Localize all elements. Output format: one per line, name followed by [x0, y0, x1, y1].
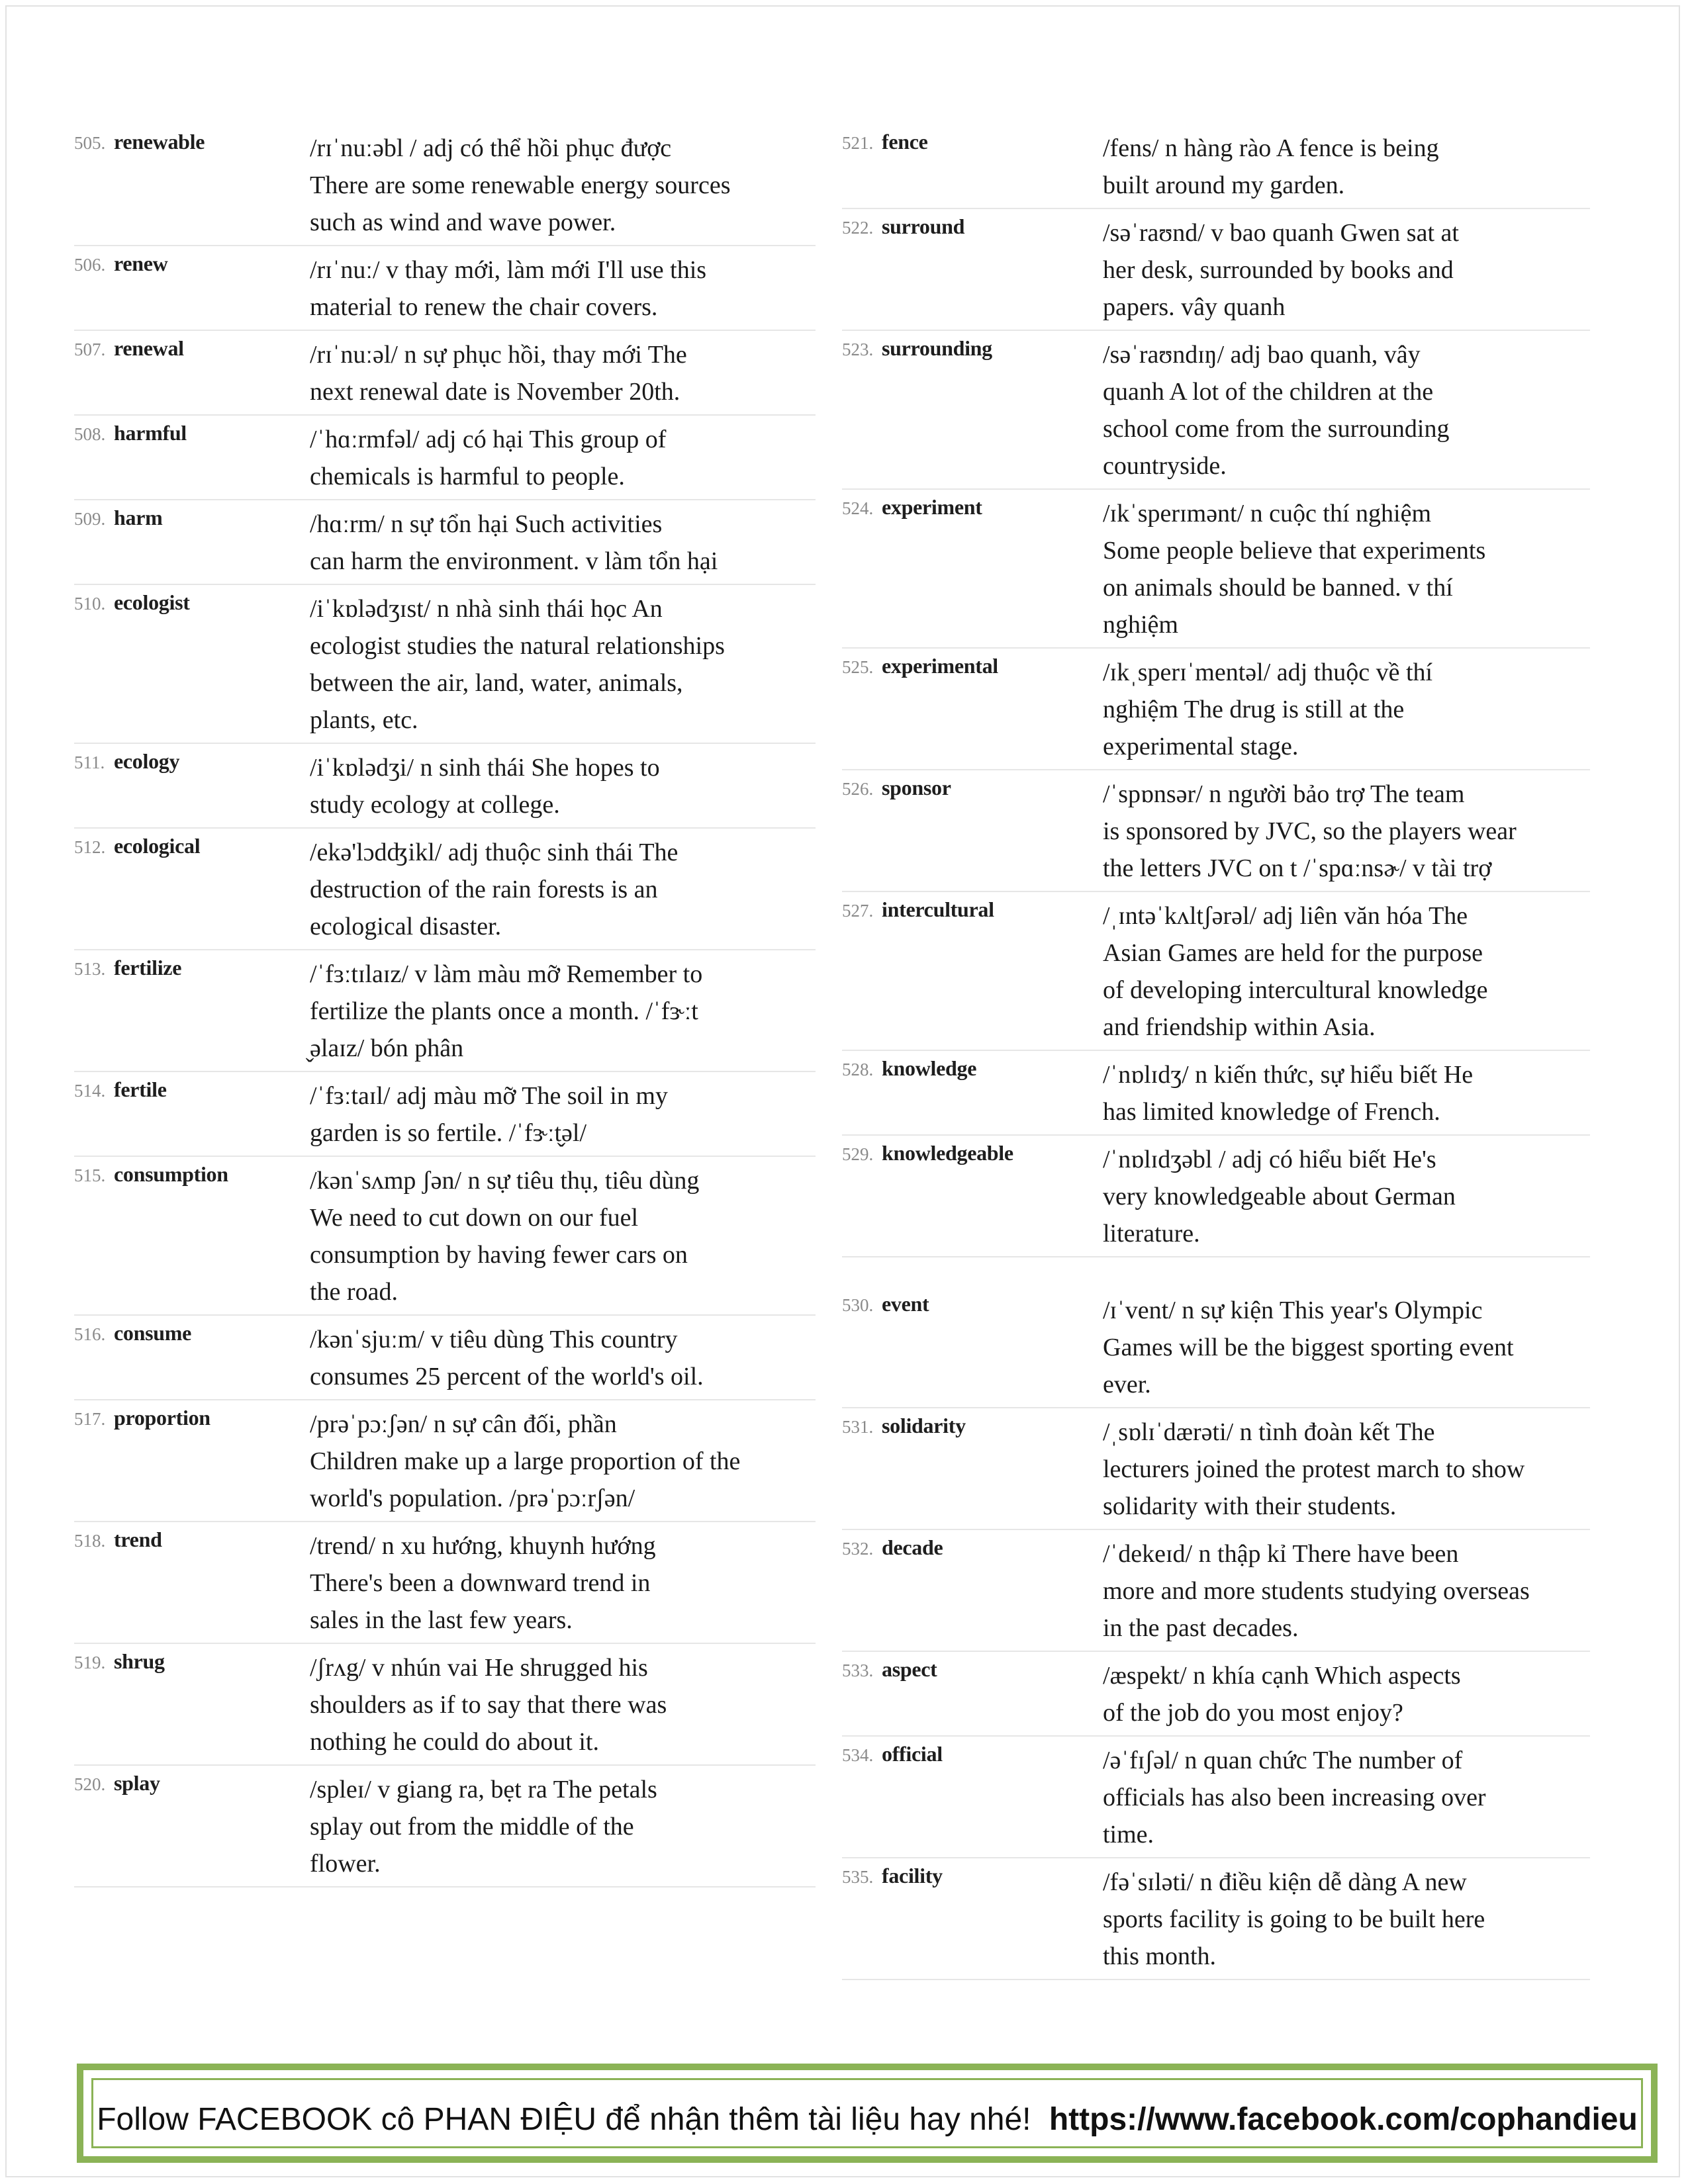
definition-line: the letters JVC on t /ˈspɑːnsɚ/ v tài trợ: [1103, 854, 1492, 882]
definition-line: /kənˈsʌmp ʃən/ n sự tiêu thụ, tiêu dùng: [310, 1167, 700, 1195]
definition-line: nghiệm The drug is still at the: [1103, 696, 1405, 723]
vocab-entry: [842, 209, 1590, 331]
entry-definition: [1103, 1292, 1590, 1403]
vocab-entry: [74, 500, 816, 585]
entry-head: [842, 776, 1103, 800]
entry-word: ecology: [114, 749, 180, 773]
definition-line: her desk, surrounded by books and: [1103, 256, 1454, 284]
vocab-entry: [842, 1858, 1590, 1980]
definition-line: plants, etc.: [310, 706, 418, 734]
entry-number: 522.: [842, 218, 874, 238]
definition-line: /ˈspɒnsər/ n người bảo trợ The team: [1103, 780, 1465, 808]
definition-line: /rɪˈnuːəl/ n sự phục hồi, thay mới The: [310, 341, 687, 369]
definition-line: splay out from the middle of the: [310, 1813, 634, 1841]
entry-definition: [310, 1406, 816, 1517]
entry-word: sponsor: [882, 776, 951, 799]
entry-head: [74, 130, 310, 154]
entry-definition: [310, 336, 816, 410]
definition-line: /spleɪ/ v giang ra, bẹt ra The petals: [310, 1776, 657, 1803]
definition-line: /ˈdekeɪd/ n thập kỉ There have been: [1103, 1540, 1459, 1568]
definition-line: has limited knowledge of French.: [1103, 1098, 1440, 1126]
entry-number: 506.: [74, 255, 106, 275]
definition-line: Children make up a large proportion of the: [310, 1447, 741, 1475]
definition-line: /ˈfɜːtaɪl/ adj màu mỡ The soil in my: [310, 1082, 668, 1110]
vocab-entry: [842, 1530, 1590, 1652]
entry-definition: [310, 1649, 816, 1760]
vocab-entry: [74, 124, 816, 246]
definition-line: garden is so fertile. /ˈfɝːt̬əl/: [310, 1119, 587, 1147]
vocab-entry: [74, 1072, 816, 1157]
footer-banner: [77, 2064, 1658, 2163]
definition-line: this month.: [1103, 1942, 1217, 1970]
definition-line: ̬əlaɪz/ bón phân: [310, 1034, 464, 1062]
entry-number: 517.: [74, 1409, 106, 1429]
definition-line: material to renew the chair covers.: [310, 293, 658, 321]
entry-head: [842, 897, 1103, 922]
definition-line: between the air, land, water, animals,: [310, 669, 683, 697]
entry-number: 520.: [74, 1774, 106, 1794]
entry-definition: [1103, 654, 1590, 765]
definition-line: nothing he could do about it.: [310, 1728, 599, 1756]
entry-number: 529.: [842, 1144, 874, 1164]
definition-line: /ɪkˌsperɪˈmentəl/ adj thuộc về thí: [1103, 659, 1433, 686]
entry-head: [74, 1527, 310, 1552]
entry-definition: [310, 590, 816, 739]
entry-head: [74, 1771, 310, 1796]
entry-definition: [310, 1527, 816, 1639]
definition-line: /səˈraʊndɪŋ/ adj bao quanh, vây: [1103, 341, 1421, 369]
vocab-entry: [74, 416, 816, 500]
definition-line: /ɪˈvent/ n sự kiện This year's Olympic: [1103, 1297, 1483, 1324]
entry-word: consumption: [114, 1162, 228, 1186]
definition-line: /rɪˈnuː/ v thay mới, làm mới I'll use this: [310, 256, 707, 284]
definition-line: ecological disaster.: [310, 913, 502, 940]
definition-line: shoulders as if to say that there was: [310, 1691, 667, 1719]
definition-line: countryside.: [1103, 452, 1227, 480]
entry-definition: [310, 1321, 816, 1395]
entry-number: 525.: [842, 657, 874, 677]
entry-word: splay: [114, 1771, 160, 1795]
entry-word: official: [882, 1742, 943, 1766]
definition-line: /prəˈpɔːʃən/ n sự cân đối, phần: [310, 1410, 617, 1438]
definition-line: of developing intercultural knowledge: [1103, 976, 1488, 1004]
definition-line: sales in the last few years.: [310, 1606, 573, 1634]
vocab-entry: [74, 331, 816, 416]
entry-head: [74, 590, 310, 615]
entry-number: 524.: [842, 498, 874, 518]
definition-line: study ecology at college.: [310, 791, 560, 819]
definition-line: quanh A lot of the children at the: [1103, 378, 1434, 406]
entry-definition: [310, 956, 816, 1067]
entry-definition: [310, 1077, 816, 1152]
entry-number: 535.: [842, 1867, 874, 1887]
definition-line: There are some renewable energy sources: [310, 171, 731, 199]
definition-line: more and more students studying overseas: [1103, 1577, 1530, 1605]
vocab-entry: [74, 1766, 816, 1888]
definition-line: ever.: [1103, 1371, 1151, 1398]
definition-line: /trend/ n xu hướng, khuynh hướng: [310, 1532, 656, 1560]
entry-definition: [310, 1162, 816, 1310]
entry-head: [842, 1414, 1103, 1438]
definition-line: the road.: [310, 1278, 398, 1306]
definition-line: in the past decades.: [1103, 1614, 1299, 1642]
entry-definition: [1103, 130, 1590, 204]
entry-word: fertilize: [114, 956, 182, 979]
entry-head: [842, 1657, 1103, 1682]
definition-line: consumes 25 percent of the world's oil.: [310, 1363, 704, 1390]
entry-word: shrug: [114, 1649, 165, 1673]
vocab-entry: [842, 1051, 1590, 1136]
entry-head: [74, 336, 310, 361]
definition-line: time.: [1103, 1821, 1154, 1848]
vocab-entry: [74, 1644, 816, 1766]
vocab-entry: [74, 585, 816, 744]
definition-line: very knowledgeable about German: [1103, 1183, 1456, 1210]
entry-word: fence: [882, 130, 928, 154]
vocab-entry: [842, 490, 1590, 649]
entry-definition: [310, 421, 816, 495]
definition-line: /fens/ n hàng rào A fence is being: [1103, 134, 1439, 162]
definition-line: /iˈkɒlədʒɪst/ n nhà sinh thái học An: [310, 595, 663, 623]
vocab-entry: [74, 1522, 816, 1644]
entry-word: renew: [114, 251, 168, 275]
entry-word: renewal: [114, 336, 184, 360]
definition-line: /ɪkˈsperɪmənt/ n cuộc thí nghiệm: [1103, 500, 1432, 527]
entry-head: [842, 130, 1103, 154]
definition-line: /ʃrʌg/ v nhún vai He shrugged his: [310, 1654, 648, 1682]
entry-word: knowledge: [882, 1056, 977, 1080]
definition-line: next renewal date is November 20th.: [310, 378, 680, 406]
definition-line: can harm the environment. v làm tổn hại: [310, 547, 718, 575]
definition-line: experimental stage.: [1103, 733, 1299, 760]
entry-head: [74, 1162, 310, 1187]
vocab-entry: [842, 892, 1590, 1051]
entry-head: [842, 1292, 1103, 1316]
definition-line: papers. vây quanh: [1103, 293, 1286, 321]
entry-head: [74, 956, 310, 980]
definition-line: chemicals is harmful to people.: [310, 463, 625, 490]
entry-word: surrounding: [882, 336, 992, 360]
entry-number: 516.: [74, 1324, 106, 1344]
entry-definition: [1103, 1657, 1590, 1731]
vocab-entry: [74, 950, 816, 1072]
vocab-entry: [842, 1737, 1590, 1858]
definition-line: lecturers joined the protest march to show: [1103, 1455, 1525, 1483]
entry-head: [74, 1649, 310, 1674]
entry-head: [74, 1406, 310, 1430]
entry-definition: [1103, 1056, 1590, 1130]
entry-number: 511.: [74, 752, 105, 772]
entry-word: aspect: [882, 1657, 937, 1681]
entry-definition: [310, 1771, 816, 1882]
footer-text: [97, 2089, 1638, 2138]
entry-word: decade: [882, 1535, 943, 1559]
entry-word: knowledgeable: [882, 1141, 1013, 1165]
entry-head: [74, 834, 310, 858]
definition-line: school come from the surrounding: [1103, 415, 1450, 443]
definition-line: Some people believe that experiments: [1103, 537, 1486, 565]
entry-head: [842, 1864, 1103, 1888]
entry-definition: [1103, 776, 1590, 887]
definition-line: /ˈfɜːtɪlaɪz/ v làm màu mỡ Remember to: [310, 960, 703, 988]
entry-definition: [1103, 495, 1590, 643]
definition-line: ecologist studies the natural relationships: [310, 632, 725, 660]
entry-number: 526.: [842, 779, 874, 799]
column-spacer: [842, 1257, 1590, 1287]
facebook-link[interactable]: https://www.facebook.com/cophandieu: [1049, 2101, 1638, 2137]
definition-line: of the job do you most enjoy?: [1103, 1699, 1403, 1727]
definition-line: destruction of the rain forests is an: [310, 876, 658, 903]
entry-word: fertile: [114, 1077, 167, 1101]
entry-definition: [1103, 1742, 1590, 1853]
entry-number: 509.: [74, 509, 106, 529]
entry-word: trend: [114, 1527, 162, 1551]
definition-line: /əˈfɪʃəl/ n quan chức The number of: [1103, 1747, 1463, 1774]
definition-line: Games will be the biggest sporting event: [1103, 1334, 1514, 1361]
entry-head: [842, 336, 1103, 361]
vocab-entry: [842, 1287, 1590, 1408]
entry-word: solidarity: [882, 1414, 966, 1437]
entry-definition: [1103, 1414, 1590, 1525]
definition-line: officials has also been increasing over: [1103, 1784, 1486, 1811]
definition-line: /æspekt/ n khía cạnh Which aspects: [1103, 1662, 1461, 1690]
entry-number: 527.: [842, 901, 874, 921]
entry-number: 510.: [74, 594, 106, 614]
entry-number: 508.: [74, 424, 106, 444]
entry-definition: [310, 130, 816, 241]
definition-line: and friendship within Asia.: [1103, 1013, 1376, 1041]
definition-line: /ˈhɑːrmfəl/ adj có hại This group of: [310, 426, 667, 453]
vocab-entry: [74, 1400, 816, 1522]
entry-head: [74, 421, 310, 445]
entry-head: [842, 654, 1103, 678]
vocab-entry: [74, 829, 816, 950]
entry-word: ecologist: [114, 590, 190, 614]
entry-word: consume: [114, 1321, 192, 1345]
definition-line: solidarity with their students.: [1103, 1492, 1397, 1520]
entry-definition: [310, 749, 816, 823]
entry-definition: [1103, 897, 1590, 1046]
entry-number: 513.: [74, 959, 106, 979]
definition-line: /səˈraʊnd/ v bao quanh Gwen sat at: [1103, 219, 1459, 247]
entry-number: 507.: [74, 340, 106, 359]
footer-message: Follow FACEBOOK cô PHAN ĐIỆU để nhận thêm tài liệu hay nhé!: [97, 2101, 1031, 2137]
entry-word: proportion: [114, 1406, 211, 1430]
entry-number: 512.: [74, 837, 106, 857]
entry-head: [74, 251, 310, 276]
entry-definition: [1103, 336, 1590, 484]
definition-line: fertilize the plants once a month. /ˈfɝːt: [310, 997, 698, 1025]
entry-definition: [310, 251, 816, 326]
entry-head: [842, 1056, 1103, 1081]
definition-line: on animals should be banned. v thí: [1103, 574, 1453, 602]
entry-number: 514.: [74, 1081, 106, 1101]
definition-line: /ˈnɒlɪdʒəbl / adj có hiểu biết He's: [1103, 1146, 1436, 1173]
definition-line: /iˈkɒlədʒi/ n sinh thái She hopes to: [310, 754, 660, 782]
definition-line: literature.: [1103, 1220, 1200, 1248]
definition-line: is sponsored by JVC, so the players wear: [1103, 817, 1517, 845]
entry-word: surround: [882, 214, 965, 238]
entry-head: [74, 506, 310, 530]
definition-line: /ekə'lɔdʤikl/ adj thuộc sinh thái The: [310, 839, 679, 866]
vocab-entry: [842, 770, 1590, 892]
entry-head: [842, 495, 1103, 520]
definition-line: nghiệm: [1103, 611, 1178, 639]
entry-definition: [1103, 1535, 1590, 1647]
entry-word: facility: [882, 1864, 943, 1888]
definition-line: /kənˈsjuːm/ v tiêu dùng This country: [310, 1326, 678, 1353]
vocab-entry: [74, 1316, 816, 1400]
entry-word: harm: [114, 506, 163, 529]
vocab-entry: [74, 246, 816, 331]
entry-definition: [1103, 1864, 1590, 1975]
entry-word: intercultural: [882, 897, 994, 921]
definition-line: Asian Games are held for the purpose: [1103, 939, 1483, 967]
entry-word: renewable: [114, 130, 205, 154]
vocab-entry: [74, 1157, 816, 1316]
definition-line: We need to cut down on our fuel: [310, 1204, 639, 1232]
entry-number: 523.: [842, 340, 874, 359]
vocab-entry: [842, 649, 1590, 770]
definition-line: /ˌɪntəˈkʌltʃərəl/ adj liên văn hóa The: [1103, 902, 1468, 930]
entry-number: 531.: [842, 1417, 874, 1437]
definition-line: world's population. /prəˈpɔːrʃən/: [310, 1484, 635, 1512]
vocab-column-right: [842, 124, 1590, 1980]
entry-word: experiment: [882, 495, 982, 519]
entry-number: 515.: [74, 1165, 106, 1185]
entry-number: 530.: [842, 1295, 874, 1315]
entry-number: 518.: [74, 1531, 106, 1551]
entry-head: [842, 1141, 1103, 1165]
vocab-entry: [842, 1652, 1590, 1737]
entry-head: [842, 214, 1103, 239]
entry-number: 521.: [842, 133, 874, 153]
definition-line: sports facility is going to be built here: [1103, 1905, 1485, 1933]
entry-number: 519.: [74, 1653, 106, 1672]
vocab-entry: [842, 1136, 1590, 1257]
footer-inner-frame: [91, 2078, 1643, 2148]
entry-head: [74, 749, 310, 774]
definition-line: /hɑːrm/ n sự tổn hại Such activities: [310, 510, 663, 538]
definition-line: flower.: [310, 1850, 381, 1878]
definition-line: /ˈnɒlɪdʒ/ n kiến thức, sự hiểu biết He: [1103, 1061, 1474, 1089]
entry-word: harmful: [114, 421, 187, 445]
definition-line: There's been a downward trend in: [310, 1569, 651, 1597]
vocab-entry: [842, 331, 1590, 490]
entry-word: ecological: [114, 834, 201, 858]
definition-line: consumption by having fewer cars on: [310, 1241, 688, 1269]
vocab-entry: [842, 1408, 1590, 1530]
entry-definition: [310, 834, 816, 945]
entry-head: [74, 1077, 310, 1102]
definition-line: such as wind and wave power.: [310, 208, 616, 236]
entry-head: [74, 1321, 310, 1345]
entry-definition: [1103, 214, 1590, 326]
entry-head: [842, 1742, 1103, 1766]
vocab-entry: [842, 124, 1590, 209]
vocab-column-left: [74, 124, 816, 1888]
definition-line: /ˌsɒlɪˈdærəti/ n tình đoàn kết The: [1103, 1418, 1435, 1446]
entry-word: event: [882, 1292, 929, 1316]
entry-head: [842, 1535, 1103, 1560]
definition-line: built around my garden.: [1103, 171, 1345, 199]
entry-definition: [1103, 1141, 1590, 1252]
entry-number: 528.: [842, 1060, 874, 1079]
entry-definition: [310, 506, 816, 580]
entry-number: 505.: [74, 133, 106, 153]
entry-number: 533.: [842, 1661, 874, 1680]
entry-word: experimental: [882, 654, 998, 678]
vocab-entry: [74, 744, 816, 829]
definition-line: /fəˈsɪləti/ n điều kiện dễ dàng A new: [1103, 1868, 1467, 1896]
entry-number: 534.: [842, 1745, 874, 1765]
entry-number: 532.: [842, 1539, 874, 1559]
definition-line: /rɪˈnuːəbl / adj có thể hồi phục được: [310, 134, 672, 162]
